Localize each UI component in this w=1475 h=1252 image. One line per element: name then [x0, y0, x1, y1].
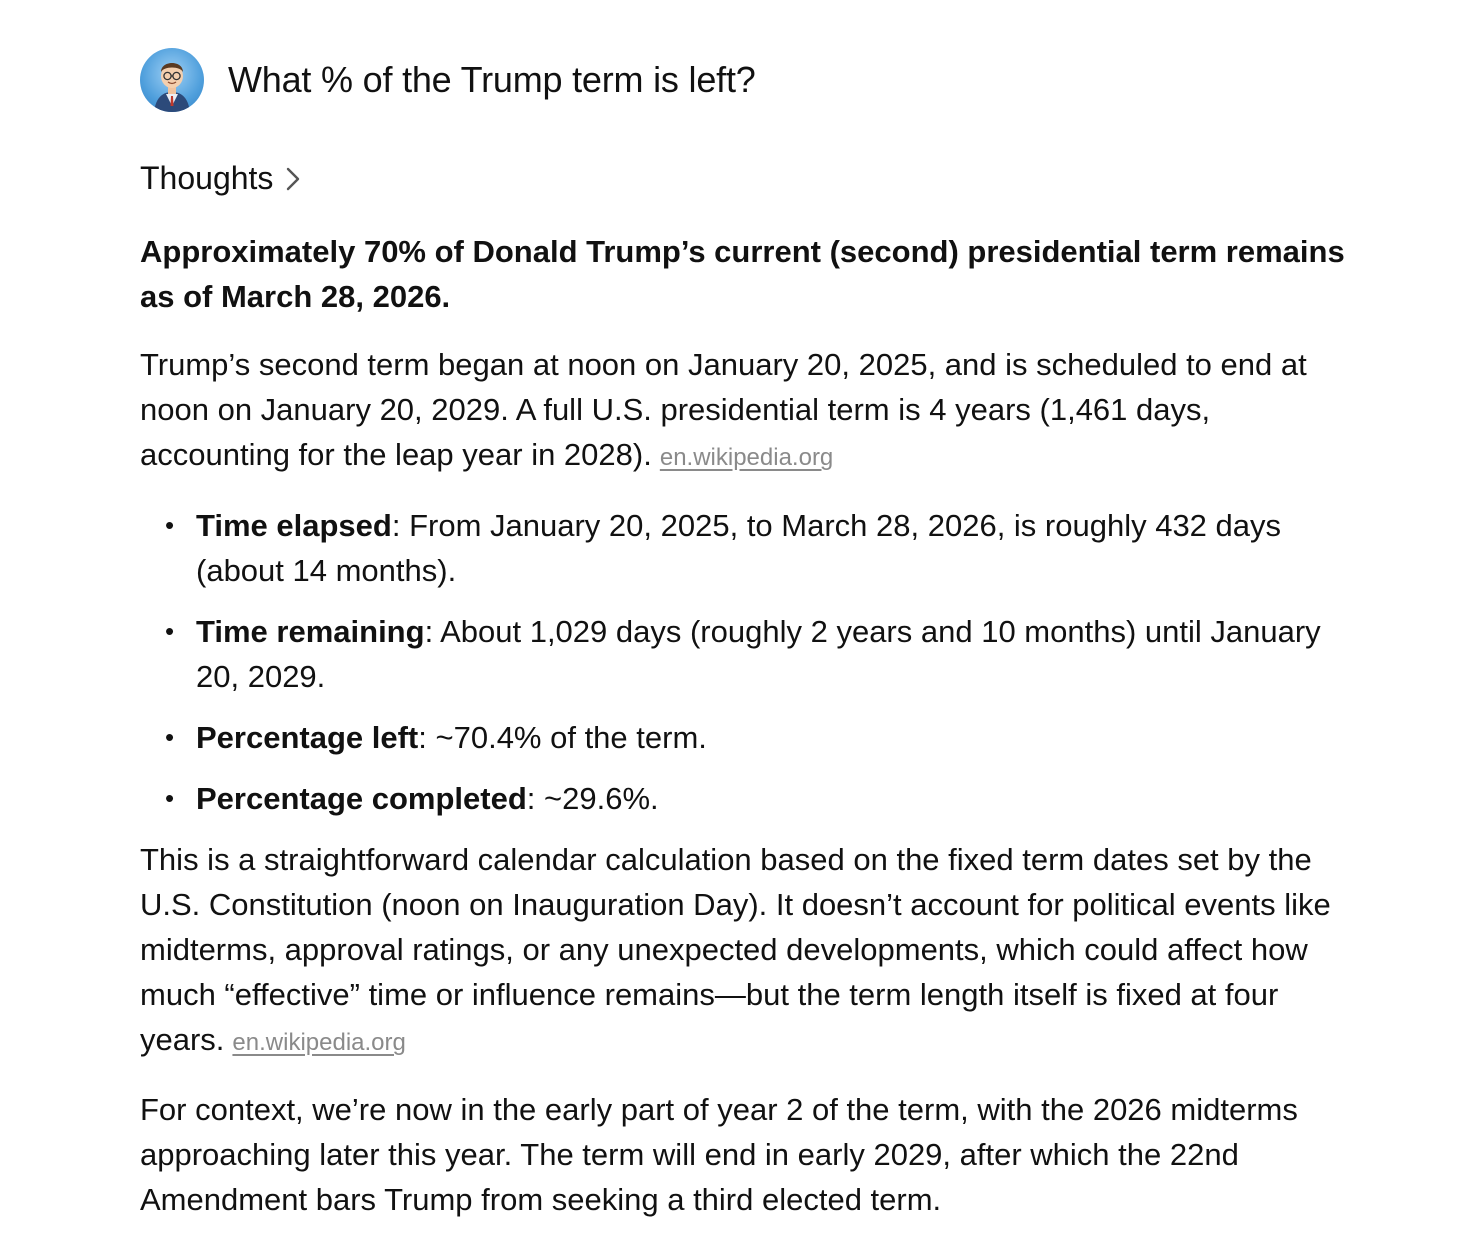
thoughts-label: Thoughts	[140, 160, 274, 196]
bullet-label: Time remaining	[196, 614, 425, 649]
chevron-right-icon	[285, 165, 301, 193]
answer-paragraph	[140, 837, 1350, 1065]
paragraph-text: This is a straightforward calendar calculation based on the fixed term dates set by the U.S. Constitution (noon on Inauguration Day). It doesn’t account for political events like midterms, approval ratings, or any unexpected developments, which could affect how much “effective” time or influence remains—but the term length itself is fixed at four years.	[140, 842, 1331, 1057]
list-item	[140, 715, 1350, 760]
list-item	[140, 609, 1350, 699]
list-item	[140, 503, 1350, 593]
citation-link[interactable]: en.wikipedia.org	[232, 1029, 406, 1056]
paragraph-text: Trump’s second term began at noon on January 20, 2025, and is scheduled to end at noon on January 20, 2029. A full U.S. presidential term is 4 years (1,461 days, accounting for the leap year in 2028).	[140, 347, 1307, 472]
bullet-label: Percentage completed	[196, 781, 527, 816]
assistant-answer	[140, 229, 1350, 1222]
user-message-header	[140, 46, 756, 114]
thoughts-toggle[interactable]	[140, 160, 301, 197]
cartoon-person-avatar-icon	[140, 48, 204, 112]
bullet-text: : ~29.6%.	[526, 781, 659, 816]
bullet-text: : From January 20, 2025, to March 28, 2026, is roughly 432 days (about 14 months).	[196, 508, 1282, 588]
answer-headline: Approximately 70% of Donald Trump’s current (second) presidential term remains as of March 28, 2026.	[140, 234, 1345, 314]
answer-paragraph	[140, 342, 1350, 480]
bullet-label: Percentage left	[196, 720, 419, 755]
bullet-label: Time elapsed	[196, 508, 392, 543]
bullet-text: : About 1,029 days (roughly 2 years and 10 months) until January 20, 2029.	[196, 614, 1321, 694]
bullet-text: : ~70.4% of the term.	[418, 720, 707, 755]
user-question-text: What % of the Trump term is left?	[228, 59, 756, 100]
citation-link[interactable]: en.wikipedia.org	[659, 444, 834, 471]
list-item	[140, 776, 1350, 821]
answer-bullet-list	[140, 503, 1350, 821]
answer-paragraph: For context, we’re now in the early part of year 2 of the term, with the 2026 midterms approaching later this year. The term will end in early 2029, after which the 22nd Amendment bars Trump from seeking a third elected term.	[140, 1092, 1298, 1217]
